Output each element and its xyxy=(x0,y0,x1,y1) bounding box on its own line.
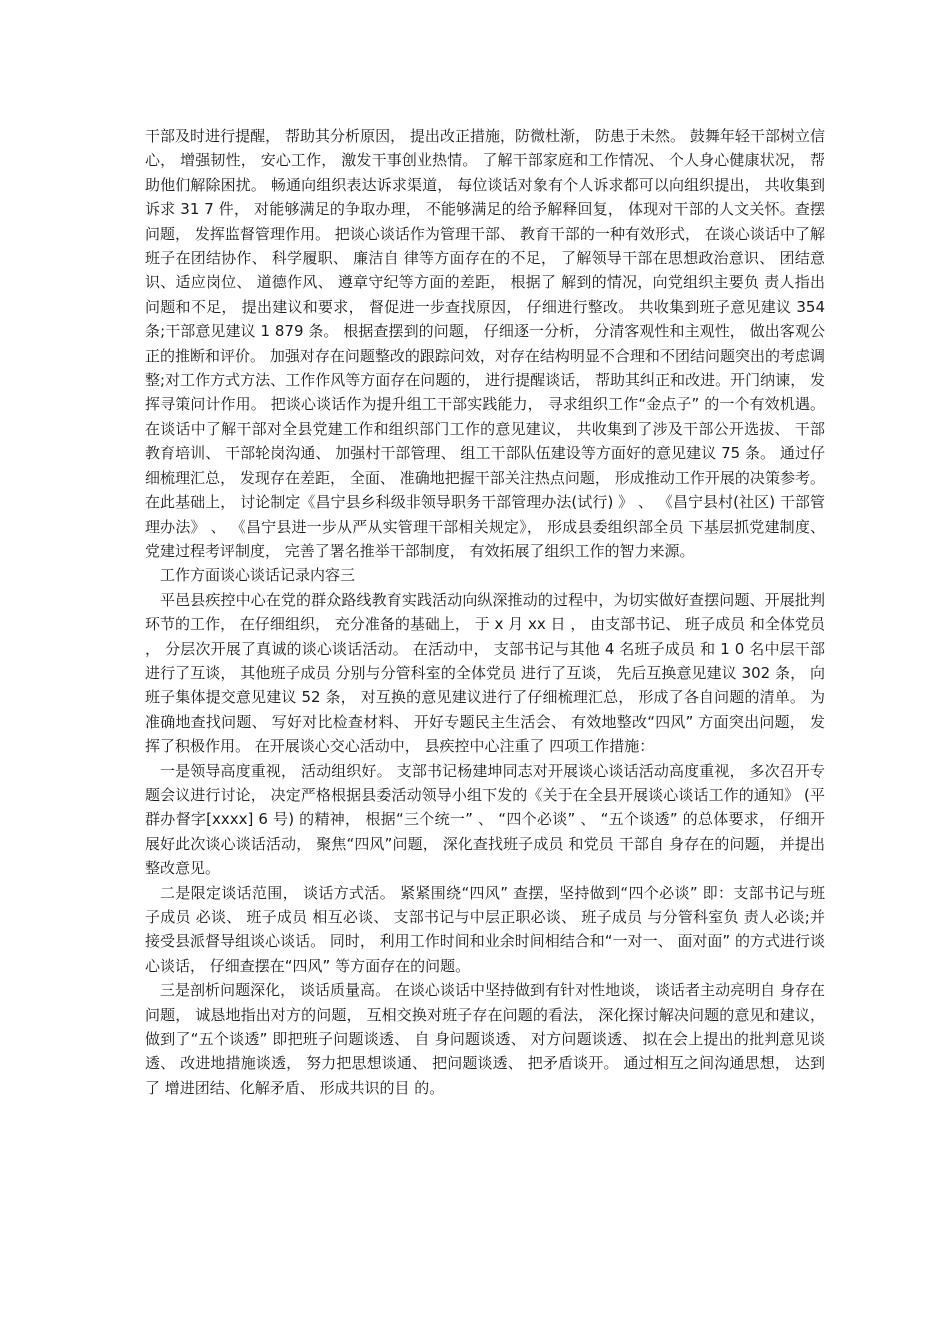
section-paragraph: 平邑县疾控中心在党的群众路线教育实践活动向纵深推动的过程中，为切实做好查摆问题、开展批判环节的工作， 在仔细组织， 充分准备的基础上， 于 x 月 xx 日 ， 由支部书记、 班子成员 和全体党员 ， 分层次开展了真诚的谈心谈话活动。 在活动中， 支部书记与其他 4 名班子成员 和 1 0 名中层干部进行了互谈， 其他班子成员 分别与分管科室的全体党员 进行了互谈， 先后互换意见建议 302 条， 向班子集体提交意见建议 52 条， 对互换的意见建议进行了仔细梳理汇总， 形成了各自问题的清单。 为准确地查找问题、 写好对比检查材料、 开好专题民主生活会、 有效地整改“四风” 方面突出问题， 发挥了积极作用。 在开展谈心交心活动中， 县疾控中心注重了 四项工作措施： xyxy=(145,590,825,756)
section-paragraph: 二是限定谈话范围， 谈话方式活。 紧紧围绕“四风” 查摆，坚持做到“四个必谈” 即：支部书记与班子成员 必谈、 班子成员 相互必谈、 支部书记与中层正职必谈、 班子成员 与分管科室负 责人必谈;并接受县派督导组谈心谈话。 同时， 利用工作时间和业余时间相结合和“一对一、 面对面” 的方式进行谈心谈话， 仔细查摆在“四风” 等方面存在的问题。 xyxy=(145,883,825,975)
body-paragraph: 干部及时进行提醒， 帮助其分析原因， 提出改正措施，防微杜渐， 防患于未然。 鼓舞年轻干部树立信心， 增强韧性， 安心工作， 激发干事创业热情。 了解干部家庭和工作情况、 个人身心健康状况， 帮助他们解除困扰。 畅通向组织表达诉求渠道， 每位谈话对象有个人诉求都可以向组织提出， 共收集到诉求 31 7 件， 对能够满足的争取办理， 不能够满足的给予解释回复， 体现对干部的人文关怀。查摆问题， 发挥监督管理作用。 把谈心谈话作为管理干部、 教育干部的一种有效形式， 在谈心谈话中了解班子在团结协作、 科学履职、 廉洁自 律等方面存在的不足， 了解领导干部在思想政治意识、 团结意识、适应岗位、 道德作风、 遵章守纪等方面的差距， 根据了 解到的情况，向党组织主要负 责人指出问题和不足， 提出建议和要求， 督促进一步查找原因， 仔细进行整改。 共收集到班子意见建议 354 条;干部意见建议 1 879 条。 根据查摆到的问题， 仔细逐一分析， 分清客观性和主观性， 做出客观公正的推断和评价。 加强对存在问题整改的跟踪问效，对存在结构明显不合理和不团结问题突出的考虑调整;对工作方式方法、工作作风等方面存在问题的， 进行提醒谈话， 帮助其纠正和改进。开门纳谏， 发挥寻策问计作用。 把谈心谈话作为提升组工干部实践能力， 寻求组织工作“金点子” 的一个有效机遇。 在谈话中了解干部对全县党建工作和组织部门工作的意见建议， 共收集到了涉及干部公开选拔、 干部教育培训、 干部轮岗沟通、 加强村干部管理、 组工干部队伍建设等方面好的意见建议 75 条。 通过仔细梳理汇总， 发现存在差距， 全面、 准确地把握干部关注热点问题， 形成推动工作开展的决策参考。 在此基础上， 讨论制定《昌宁县乡科级非领导职务干部管理办法(试行) 》 、 《昌宁县村(社区) 干部管理办法》 、 《昌宁县进一步从严从实管理干部相关规定》， 形成县委组织部全员 下基层抓党建制度、党建过程考评制度， 完善了署名推举干部制度， 有效拓展了组织工作的智力来源。 xyxy=(145,127,825,560)
section-paragraph: 三是剖析问题深化， 谈话质量高。 在谈心谈话中坚持做到有针对性地谈， 谈话者主动亮明自 身存在问题， 诚恳地指出对方的问题， 互相交换对班子存在问题的看法， 深化探讨解决问题的意见和建议， 做到了“五个谈透” 即把班子问题谈透、 自 身问题谈透、 对方问题谈透、 拟在会上提出的批判意见谈透、 改进地措施谈透， 努力把思想谈通、 把问题谈透、 把矛盾谈开。 通过相互之间沟通思想， 达到了 增进团结、化解矛盾、 形成共识的目 的。 xyxy=(145,981,825,1097)
document-page xyxy=(145,124,825,1100)
section-paragraph: 一是领导高度重视， 活动组织好。 支部书记杨建坤同志对开展谈心谈话活动高度重视， 多次召开专题会议进行讨论， 决定严格根据县委活动领导小组下发的《关于在全县开展谈心谈话工作的通知》 (平群办督字[xxxx] 6 号) 的精神， 根据“三个统一” 、 “四个必谈” 、 “五个谈透” 的总体要求， 仔细开展好此次谈心谈话活动， 聚焦“四风”问题， 深化查找班子成员 和党员 干部自 身存在的问题， 并提出整改意见。 xyxy=(145,761,825,878)
section-title: 工作方面谈心谈话记录内容三 xyxy=(160,566,356,585)
